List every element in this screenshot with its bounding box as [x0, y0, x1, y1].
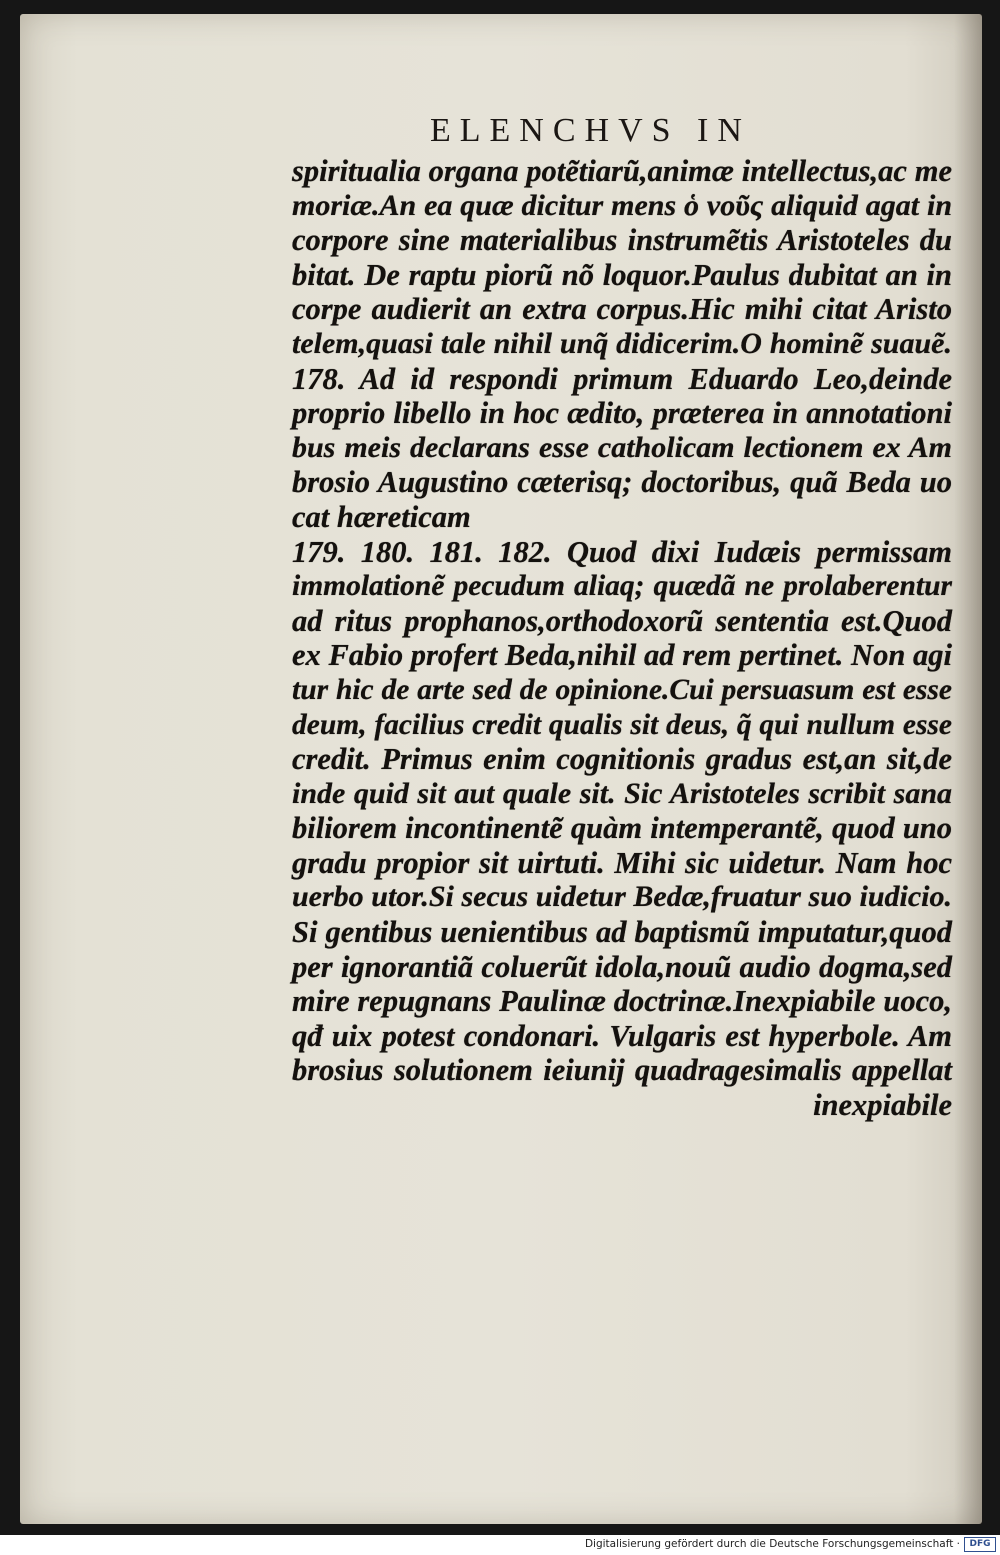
text-line: cat hæreticam	[292, 499, 471, 534]
text-line: telem,quasi tale nihil unq̃ didicerim.O hominẽ suauẽ.	[292, 326, 952, 360]
text-line: bus meis declarans esse catholicam lectionem ex Am	[292, 430, 952, 464]
text-line: spiritualia organa potẽtiarũ,animæ intellectus,ac me	[292, 154, 952, 188]
text-line: brosio Augustino cæterisq; doctoribus, quã Beda uo	[292, 465, 952, 500]
text-line: immolationẽ pecudum aliaq; quædã ne prolaberentur	[292, 570, 952, 603]
text-line: bitat. De raptu piorũ nõ loquor.Paulus dubitat an in	[292, 257, 952, 292]
running-head: ELENCHVS IN	[430, 112, 751, 149]
text-line: corpe audierit an extra corpus.Hic mihi citat Aristo	[292, 292, 952, 327]
funding-notice: Digitalisierung gefördert durch die Deutsche Forschungsgemeinschaft ·	[584, 1538, 960, 1550]
text-line: ad ritus prophanos,orthodoxorũ sententia est.Quod	[292, 603, 952, 638]
footer-bar	[0, 1535, 1000, 1555]
text-line: tur hic de arte sed de opinione.Cui persuasum est esse	[292, 673, 952, 706]
text-line: brosius solutionem ieiunij quadragesimalis appellat	[292, 1053, 952, 1088]
text-line: uerbo utor.Si secus uidetur Bedæ,fruatur suo iudicio.	[292, 880, 952, 914]
text-line: 179. 180. 181. 182. Quod dixi Iudæis permissam	[292, 534, 952, 569]
text-line: per ignorantiã coluerũt idola,nouũ audio dogma,sed	[292, 949, 952, 984]
text-line: 178. Ad id respondi primum Eduardo Leo,deinde	[292, 361, 952, 396]
text-line: inde quid sit aut quale sit. Sic Aristoteles scribit sana	[292, 776, 952, 810]
text-line: Si gentibus uenientibus ad baptismũ imputatur,quod	[292, 915, 952, 950]
text-line: deum, facilius credit qualis sit deus, q̃ qui nullum esse	[292, 708, 952, 741]
text-line: credit. Primus enim cognitionis gradus est,an sit,de	[292, 742, 952, 777]
dfg-logo-icon: DFG	[964, 1537, 996, 1552]
catchword: inexpiabile	[813, 1088, 952, 1123]
book-page	[20, 14, 982, 1524]
text-line: mire repugnans Paulinæ doctrinæ.Inexpiabile uoco,	[292, 984, 952, 1019]
text-line: corpore sine materialibus instrumẽtis Aristoteles du	[292, 223, 952, 258]
body-text	[292, 154, 952, 1123]
text-line: qđ uix potest condonari. Vulgaris est hyperbole. Am	[292, 1018, 952, 1053]
text-line: gradu propior sit uirtuti. Mihi sic uidetur. Nam hoc	[292, 845, 952, 880]
text-line: biliorem incontinentẽ quàm intemperantẽ, quod uno	[292, 811, 952, 846]
text-line: ex Fabio profert Beda,nihil ad rem pertinet. Non agi	[292, 638, 952, 673]
text-line: proprio libello in hoc ædito, præterea in annotationi	[292, 396, 952, 431]
text-line: moriæ.An ea quæ dicitur mens ὁ νοῦς aliquid agat in	[292, 188, 952, 222]
